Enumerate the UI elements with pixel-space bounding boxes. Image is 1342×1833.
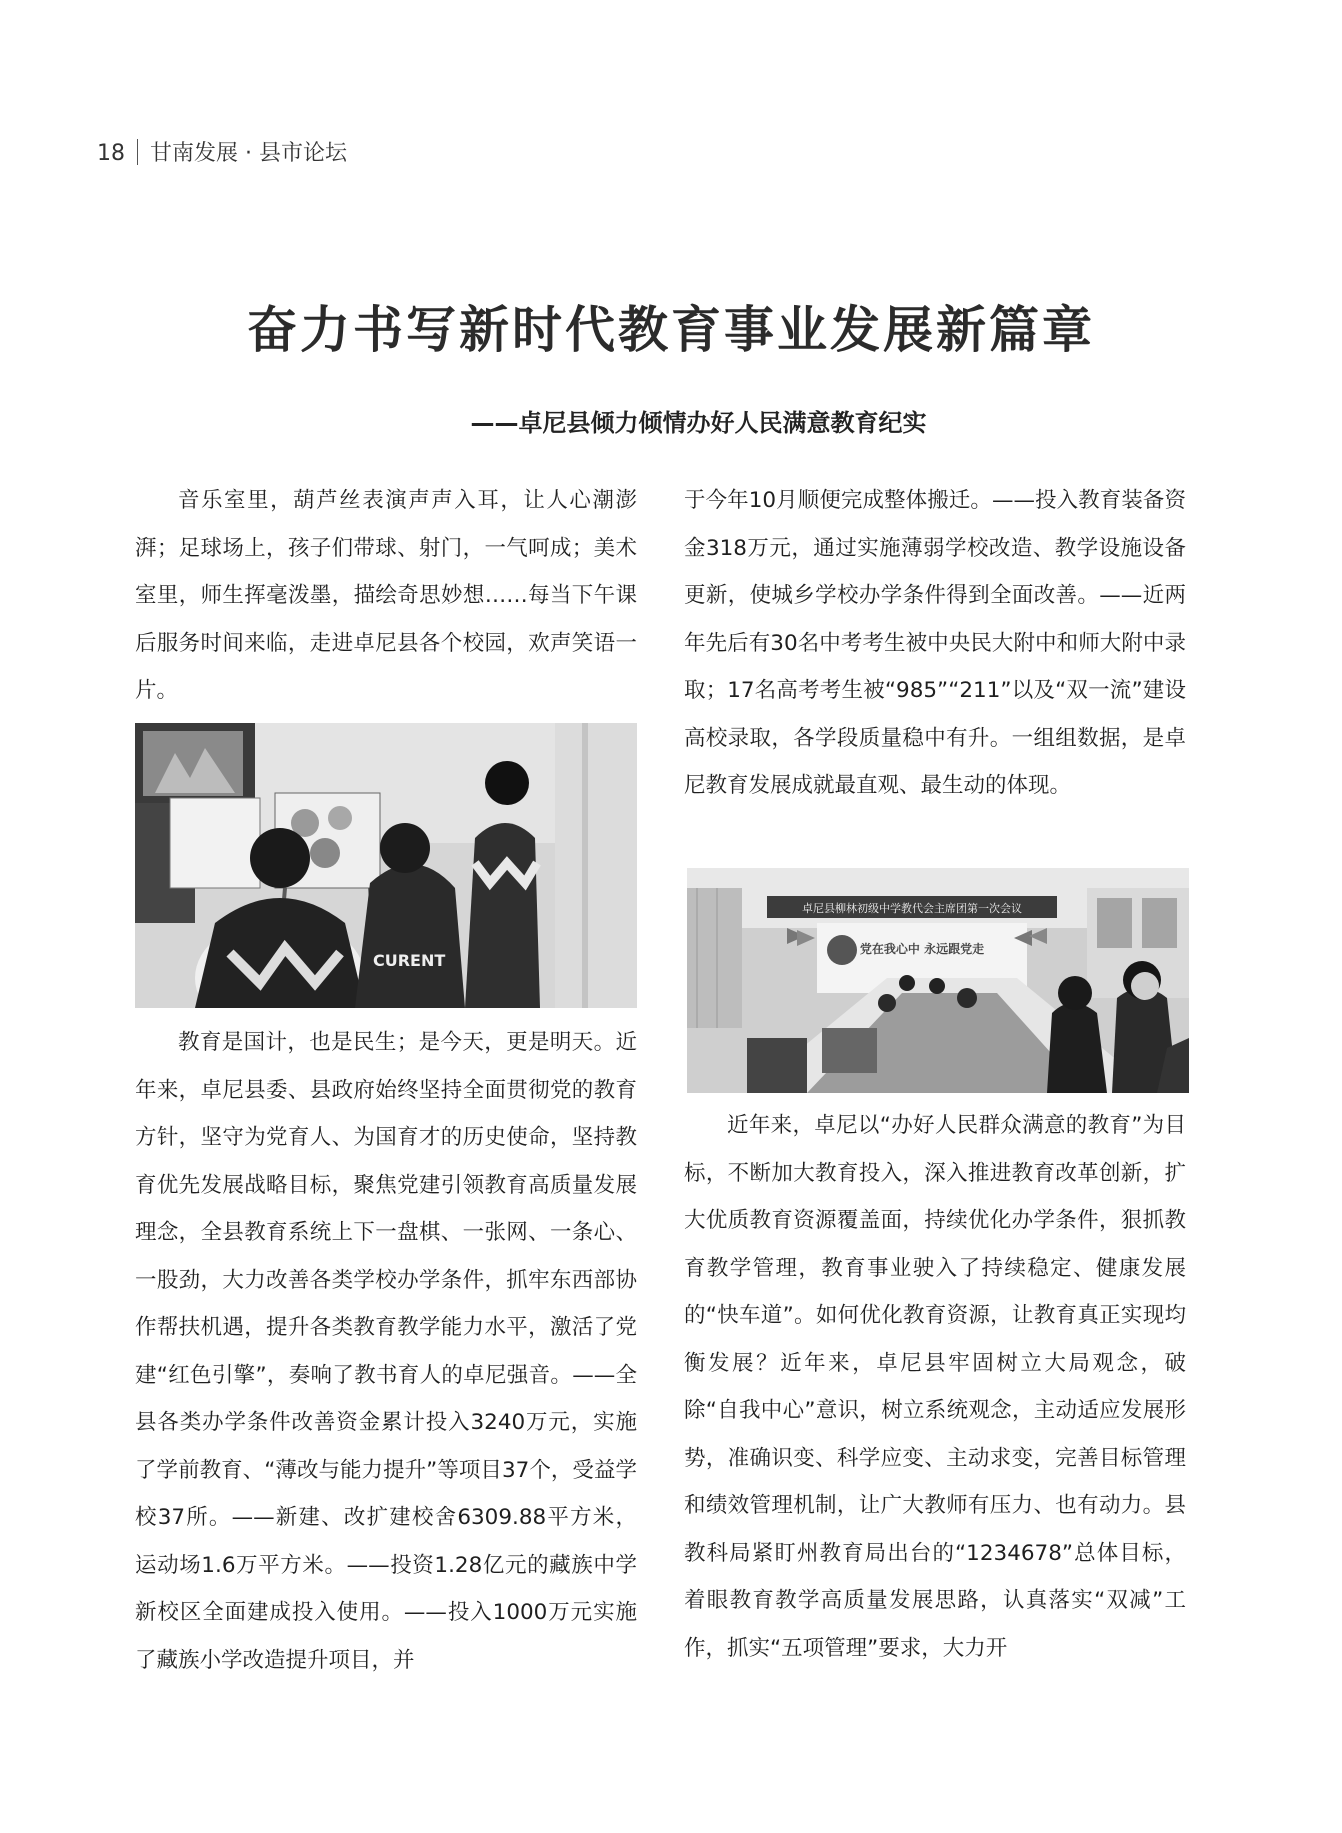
page-number: 18 [97, 141, 125, 166]
section-name: 甘南发展 · 县市论坛 [150, 141, 347, 166]
meeting-slogan-text: 党在我心中 永远跟党走 [859, 942, 985, 956]
header-divider [137, 139, 138, 165]
paragraph: 近年来，卓尼以“办好人民群众满意的教育”为目标，不断加大教育投入，深入推进教育改革创新，扩大优质教育资源覆盖面，持续优化办学条件，狠抓教育教学管理，教育事业驶入了持续稳定、健康发展的“快车道”。如何优化教育资源，让教育真正实现均衡发展？近年来，卓尼县牢固树立大局观念，破除“自我中心”意识，树立系统观念，主动适应发展形势，准确识变、科学应变、主动求变，完善目标管理和绩效管理机制，让广大教师有压力、也有动力。县教科局紧盯州教育局出台的“1234678”总体目标，着眼教育教学高质量发展思路，认真落实“双减”工作，抓实“五项管理”要求，大力开 [684, 1113, 1186, 1661]
running-header [97, 136, 347, 167]
left-column-top [135, 477, 637, 715]
paragraph: 于今年10月顺便完成整体搬迁。——投入教育装备资金318万元，通过实施薄弱学校改造、教学设施设备更新，使城乡学校办学条件得到全面改善。——近两年先后有30名中考考生被中央民大附中和师大附中录取；17名高考考生被“985”“211”以及“双一流”建设高校录取，各学段质量稳中有升。一组组数据，是卓尼教育发展成就最直观、最生动的体现。 [684, 488, 1186, 798]
meeting-photo [687, 868, 1189, 1093]
meeting-banner-text: 卓尼县柳林初级中学教代会主席团第一次会议 [802, 902, 1022, 915]
paragraph: 教育是国计，也是民生；是今天，更是明天。近年来，卓尼县委、县政府始终坚持全面贯彻党的教育方针，坚守为党育人、为国育才的历史使命，坚持教育优先发展战略目标，聚焦党建引领教育高质量发展理念，全县教育系统上下一盘棋、一张网、一条心、一股劲，大力改善各类学校办学条件，抓牢东西部协作帮扶机遇，提升各类教育教学能力水平，激活了党建“红色引擎”，奏响了教书育人的卓尼强音。——全县各类办学条件改善资金累计投入3240万元，实施了学前教育、“薄改与能力提升”等项目37个，受益学校37所。——新建、改扩建校舍6309.88平方米，运动场1.6万平方米。——投资1.28亿元的藏族中学新校区全面建成投入使用。——投入1000万元实施了藏族小学改造提升项目，并 [135, 1030, 637, 1673]
article-subtitle: ——卓尼县倾力倾情办好人民满意教育纪实 [470, 409, 927, 437]
left-column-bottom [135, 1019, 637, 1684]
right-column-top [684, 477, 1186, 810]
art-class-photo [135, 723, 637, 1008]
right-column-bottom [684, 1102, 1186, 1672]
paragraph: 音乐室里，葫芦丝表演声声入耳，让人心潮澎湃；足球场上，孩子们带球、射门，一气呵成；美术室里，师生挥毫泼墨，描绘奇思妙想……每当下午课后服务时间来临，走进卓尼县各个校园，欢声笑语一片。 [135, 488, 637, 703]
article-title: 奋力书写新时代教育事业发展新篇章 [247, 300, 1095, 359]
jacket-print-text: CURENT [373, 951, 446, 970]
